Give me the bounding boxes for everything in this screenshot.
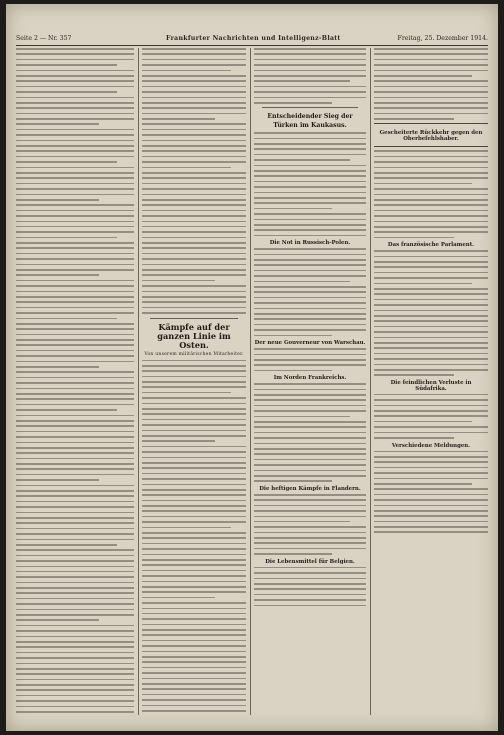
article-headline: Kämpfe auf der ganzen Linie im Osten. (157, 321, 231, 350)
body-text-block (142, 48, 246, 314)
column-3 (254, 48, 366, 715)
body-text-block (374, 150, 488, 238)
issue-date: Freitag, 25. Dezember 1914. (397, 35, 488, 42)
body-text-block (374, 394, 488, 439)
page-header (16, 33, 488, 45)
column-1 (16, 48, 134, 715)
column-divider (370, 48, 371, 715)
body-text-block (254, 567, 366, 606)
article-headline: Entscheidender Sieg der Türken im Kaukasus. (267, 113, 353, 130)
section-heading: Verschiedene Meldungen. (391, 442, 471, 449)
body-text-block (254, 132, 366, 236)
body-text-block (254, 494, 366, 555)
article-box (374, 123, 488, 147)
body-text-block (254, 48, 366, 104)
article-byline: Von unserem militärischen Mitarbeiter. (144, 351, 244, 357)
section-heading: Der neue Gouverneur von Warschau. (254, 340, 366, 347)
article-separator (262, 107, 358, 108)
body-text-block (254, 348, 366, 371)
body-text-block (142, 360, 246, 715)
body-text-block (254, 383, 366, 482)
body-text-block (374, 250, 488, 376)
column-divider (138, 48, 139, 715)
section-heading: Die heftigen Kämpfe in Flandern. (259, 485, 361, 492)
header-rule (16, 45, 488, 46)
body-text-block (374, 451, 488, 533)
section-heading: Die Not in Russisch-Polen. (269, 240, 351, 247)
column-2 (142, 48, 246, 715)
body-text-block (374, 48, 488, 120)
body-text-block (16, 48, 134, 715)
column-4 (374, 48, 488, 715)
page-number: Seite 2 — Nr. 357 (16, 35, 72, 42)
body-text-block (254, 248, 366, 336)
section-heading: Die feindlichen Verluste in Südafrika. (390, 379, 472, 392)
section-heading: Das französische Parlament. (387, 242, 475, 249)
newspaper-page (6, 4, 498, 731)
article-separator (150, 318, 238, 319)
section-heading: Die Lebensmittel für Belgien. (265, 558, 355, 565)
newspaper-title: Frankfurter Nachrichten und Intelligenz-Blatt (166, 35, 341, 42)
section-heading: Im Norden Frankreichs. (273, 375, 347, 382)
column-divider (250, 48, 251, 715)
section-heading: Gescheiterte Rückkehr gegen den Oberbefehlshaber. (379, 130, 483, 143)
